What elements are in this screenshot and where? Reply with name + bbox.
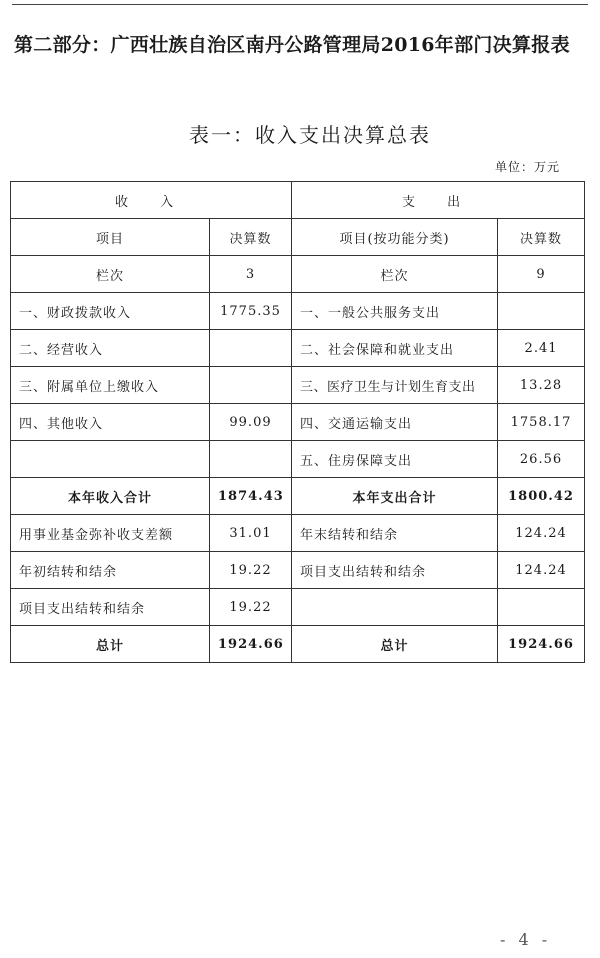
group-header-row: [11, 182, 585, 219]
income-total-label: 总计: [11, 626, 210, 663]
income-subtotal-label: 本年收入合计: [11, 478, 210, 515]
expense-amount: 124.24: [498, 515, 585, 552]
column-number-row: [11, 256, 585, 293]
expense-item: 四、交通运输支出: [292, 404, 498, 441]
income-group-header: 收 入: [11, 182, 292, 219]
table-row: [11, 367, 585, 404]
grand-total-row: [11, 626, 585, 663]
expense-item: 年末结转和结余: [292, 515, 498, 552]
table-row: [11, 404, 585, 441]
expense-amount: 1758.17: [498, 404, 585, 441]
income-item: 二、经营收入: [11, 330, 210, 367]
income-item: 四、其他收入: [11, 404, 210, 441]
expense-amount: 13.28: [498, 367, 585, 404]
income-amount-header: 决算数: [210, 219, 292, 256]
income-amount: [210, 441, 292, 478]
table-title: 表一：收入支出决算总表: [189, 123, 431, 147]
income-amount: 19.22: [210, 552, 292, 589]
table-row: [11, 330, 585, 367]
expense-item: 二、社会保障和就业支出: [292, 330, 498, 367]
table-row: [11, 589, 585, 626]
income-amount-colnum: 3: [210, 256, 292, 293]
income-amount: 1775.35: [210, 293, 292, 330]
table-row: [11, 441, 585, 478]
income-expense-summary-table: [10, 181, 585, 663]
expense-item: 一、一般公共服务支出: [292, 293, 498, 330]
expense-group-header: 支 出: [292, 182, 585, 219]
income-item: 年初结转和结余: [11, 552, 210, 589]
income-subtotal-amount: 1874.43: [210, 478, 292, 515]
expense-item-header: 项目(按功能分类): [292, 219, 498, 256]
income-amount: [210, 367, 292, 404]
income-total-amount: 1924.66: [210, 626, 292, 663]
expense-amount: [498, 293, 585, 330]
expense-amount-header: 决算数: [498, 219, 585, 256]
income-amount: 31.01: [210, 515, 292, 552]
expense-subtotal-amount: 1800.42: [498, 478, 585, 515]
expense-subtotal-label: 本年支出合计: [292, 478, 498, 515]
subtotal-row: [11, 478, 585, 515]
expense-item: 三、医疗卫生与计划生育支出: [292, 367, 498, 404]
income-item: 项目支出结转和结余: [11, 589, 210, 626]
income-item: 一、财政拨款收入: [11, 293, 210, 330]
income-item-header: 项目: [11, 219, 210, 256]
expense-total-label: 总计: [292, 626, 498, 663]
income-item-colnum: 栏次: [11, 256, 210, 293]
income-item: 用事业基金弥补收支差额: [11, 515, 210, 552]
income-item: [11, 441, 210, 478]
income-item: 三、附属单位上缴收入: [11, 367, 210, 404]
expense-item: 项目支出结转和结余: [292, 552, 498, 589]
table-row: [11, 552, 585, 589]
unit-label: 单位：万元: [494, 160, 560, 174]
expense-amount: 2.41: [498, 330, 585, 367]
income-amount: 19.22: [210, 589, 292, 626]
expense-item-colnum: 栏次: [292, 256, 498, 293]
column-header-row: [11, 219, 585, 256]
expense-total-amount: 1924.66: [498, 626, 585, 663]
income-amount: 99.09: [210, 404, 292, 441]
top-rule: [12, 4, 588, 5]
expense-amount: 26.56: [498, 441, 585, 478]
expense-amount: 124.24: [498, 552, 585, 589]
page-number: - 4 -: [500, 930, 552, 949]
expense-item: 五、住房保障支出: [292, 441, 498, 478]
table-row: [11, 515, 585, 552]
expense-amount: [498, 589, 585, 626]
expense-amount-colnum: 9: [498, 256, 585, 293]
table-row: [11, 293, 585, 330]
page-heading: 第二部分：广西壮族自治区南丹公路管理局2016年部门决算报表: [14, 34, 570, 56]
income-amount: [210, 330, 292, 367]
expense-item: [292, 589, 498, 626]
